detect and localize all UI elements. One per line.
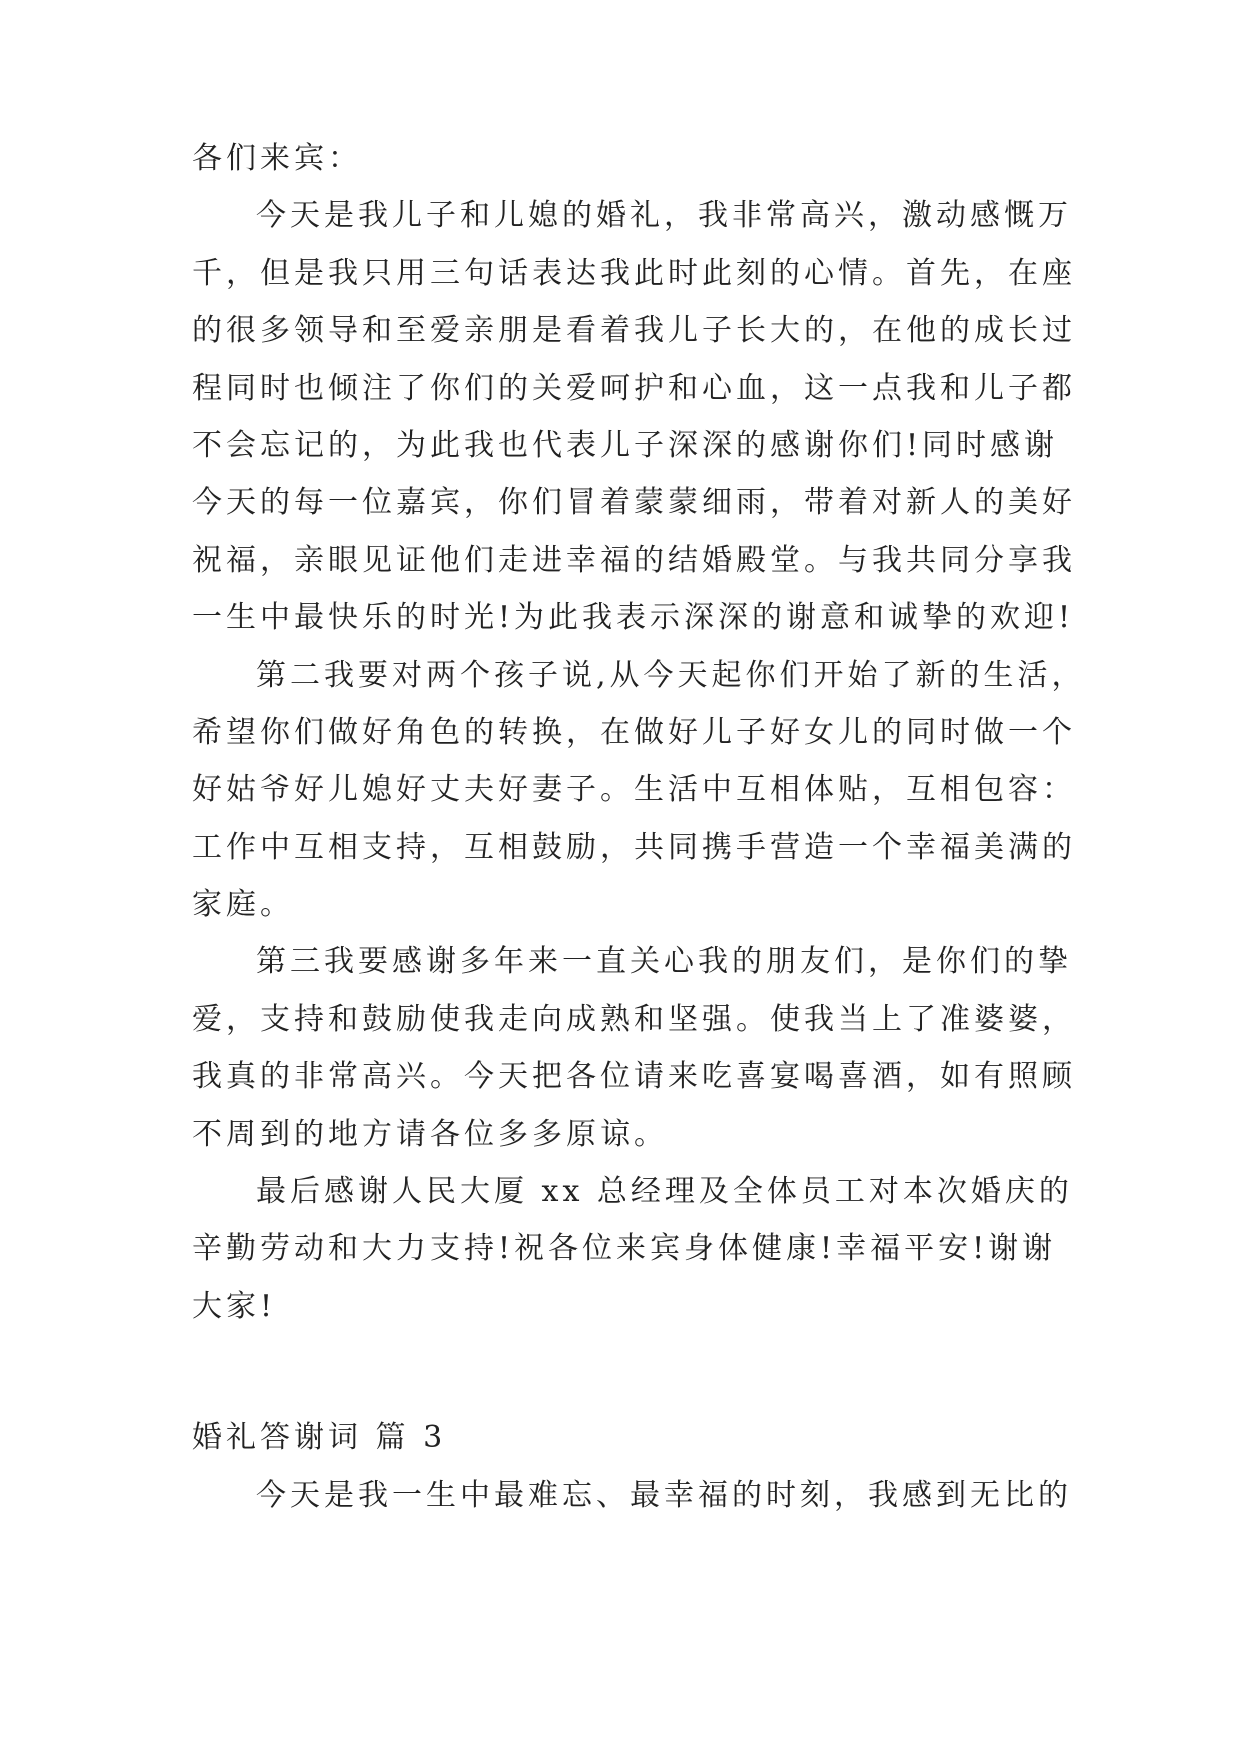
paragraph-line: 我真的非常高兴。今天把各位请来吃喜宴喝喜酒，如有照顾	[192, 1059, 1076, 1095]
section-spacer	[192, 1335, 1052, 1409]
section-heading: 婚礼答谢词 篇 3	[192, 1420, 447, 1456]
salutation: 各们来宾：	[192, 141, 362, 176]
paragraph-2	[192, 647, 1086, 934]
paragraph-line: 不会忘记的，为此我也代表儿子深深的感谢你们!同时感谢	[192, 427, 1059, 463]
paragraph-line: 今天是我一生中最难忘、最幸福的时刻，我感到无比的	[256, 1477, 1072, 1513]
paragraph-line: 的很多领导和至爱亲朋是看着我儿子长大的，在他的成长过	[192, 313, 1076, 349]
paragraph-line: 今天是我儿子和儿媳的婚礼，我非常高兴，激动感慨万	[256, 198, 1072, 234]
paragraph-line: 第二我要对两个孩子说,从今天起你们开始了新的生活，	[256, 657, 1086, 693]
paragraph-line: 程同时也倾注了你们的关爱呵护和心血，这一点我和儿子都	[192, 370, 1076, 406]
document-page	[192, 130, 1086, 1524]
paragraph-3	[192, 933, 1076, 1163]
paragraph-line: 千，但是我只用三句话表达我此时此刻的心情。首先，在座	[192, 255, 1076, 291]
paragraph-line: 家庭。	[192, 887, 294, 923]
paragraph-line: 最后感谢人民大厦 xx 总经理及全体员工对本次婚庆的	[256, 1174, 1073, 1210]
paragraph-line: 希望你们做好角色的转换，在做好儿子好女儿的同时做一个	[192, 714, 1076, 750]
paragraph-1	[192, 187, 1076, 646]
paragraph-line: 今天的每一位嘉宾，你们冒着蒙蒙细雨，带着对新人的美好	[192, 485, 1076, 521]
paragraph-line: 第三我要感谢多年来一直关心我的朋友们，是你们的挚	[256, 944, 1072, 980]
paragraph-line: 辛勤劳动和大力支持!祝各位来宾身体健康!幸福平安!谢谢	[192, 1231, 1057, 1267]
paragraph-line: 大家!	[192, 1288, 277, 1324]
paragraph-line: 工作中互相支持，互相鼓励，共同携手营造一个幸福美满的	[192, 829, 1076, 865]
paragraph-4	[192, 1163, 1073, 1335]
paragraph-line: 爱，支持和鼓励使我走向成熟和坚强。使我当上了准婆婆，	[192, 1001, 1076, 1037]
paragraph-line: 好姑爷好儿媳好丈夫好妻子。生活中互相体贴，互相包容：	[192, 772, 1076, 808]
paragraph-line: 不周到的地方请各位多多原谅。	[192, 1116, 668, 1152]
paragraph-line: 一生中最快乐的时光!为此我表示深深的谢意和诚挚的欢迎!	[192, 600, 1075, 636]
final-paragraph	[192, 1467, 1072, 1524]
paragraph-line: 祝福，亲眼见证他们走进幸福的结婚殿堂。与我共同分享我	[192, 542, 1076, 578]
